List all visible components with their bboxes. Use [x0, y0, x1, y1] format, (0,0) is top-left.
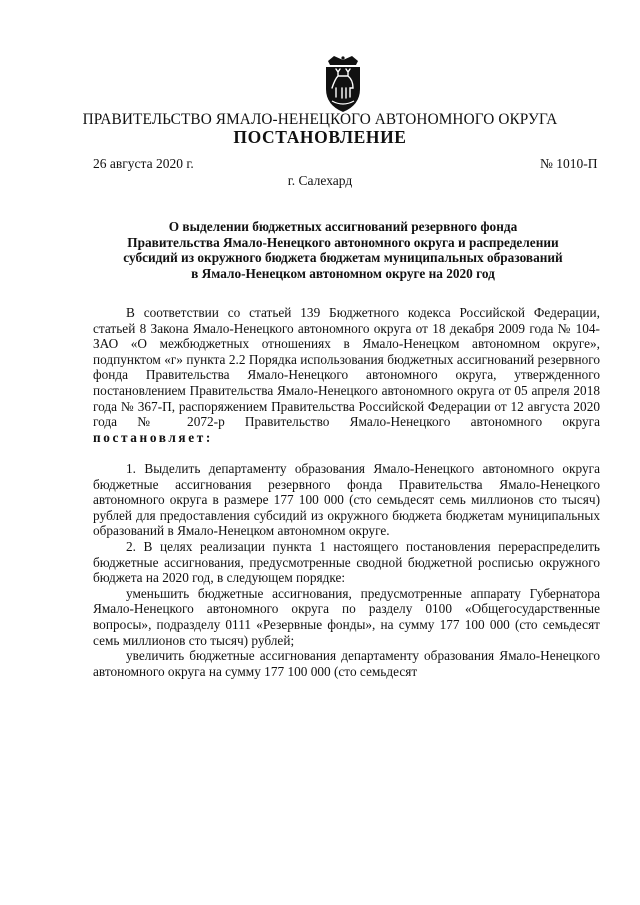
document-type: ПОСТАНОВЛЕНИЕ: [233, 127, 407, 147]
title-line: в Ямало-Ненецком автономном округе на 2020 год: [191, 265, 495, 281]
document-city: г. Салехард: [287, 173, 353, 188]
title-line: О выделении бюджетных ассигнований резервного фонда: [168, 219, 518, 234]
title-line: Правительства Ямало-Ненецкого автономного округа и распределении: [127, 234, 559, 250]
title-line: субсидий из окружного бюджета бюджетам муниципальных образований: [123, 250, 563, 266]
decree-item: увеличить бюджетные ассигнования департаменту образования Ямало-Ненецкого автономного округа на сумму 177 100 000 (сто семьдесят: [93, 648, 600, 679]
document-title: [93, 219, 593, 281]
preamble-paragraph: [93, 305, 600, 445]
decree-item: 2. В целях реализации пункта 1 настоящего постановления перераспределить бюджетные ассигнования, предусмотренные сводной бюджетной росписью окружного бюджета на 2020 год, в следующем порядке:: [93, 538, 600, 586]
document-date: 26 августа 2020 г.: [93, 156, 194, 171]
coat-of-arms-emblem: [322, 55, 364, 113]
preamble-block: [93, 305, 600, 445]
decree-items: [93, 461, 600, 679]
document-number: № 1010-П: [540, 156, 598, 171]
decree-item: 1. Выделить департаменту образования Ямало-Ненецкого автономного округа бюджетные ассигнования резервного фонда Правительства Ямало-Ненецкого автономного округа в размере 177 100 000 (сто семьдесят семь миллионов сто тысяч) рублей для предоставления субсидий из окружного бюджета бюджетам муниципальных образований в Ямало-Ненецком автономном округе.: [93, 461, 600, 539]
decree-item: уменьшить бюджетные ассигнования, предусмотренные аппарату Губернатора Ямало-Ненецкого автономного округа по разделу 0100 «Общегосударственные вопросы», подразделу 0111 «Резервные фонды», на сумму 177 100 000 (сто семьдесят семь миллионов сто тысяч) рублей;: [93, 585, 600, 648]
resolves-word: постановляет:: [93, 429, 213, 445]
government-name: ПРАВИТЕЛЬСТВО ЯМАЛО-НЕНЕЦКОГО АВТОНОМНОГО ОКРУГА: [82, 111, 558, 128]
preamble-text: В соответствии со статьей 139 Бюджетного кодекса Российской Федерации, статьей 8 Закона Ямало-Ненецкого автономного округа от 18 декабря 2009 года № 104-ЗАО «О межбюджетных отношениях в Ямало-Ненецком автономном округе», подпунктом «г» пункта 2.2 Порядка использования бюджетных ассигнований резервного фонда Правительства Ямало-Ненецкого автономного округа, утвержденного постановлением Правительства Ямало-Ненецкого автономного округа от 05 апреля 2018 года № 367-П, распоряжением Правительства Российской Федерации от 12 августа 2020 года № 2072-р Правительство Ямало-Ненецкого автономного округа: [93, 305, 600, 430]
